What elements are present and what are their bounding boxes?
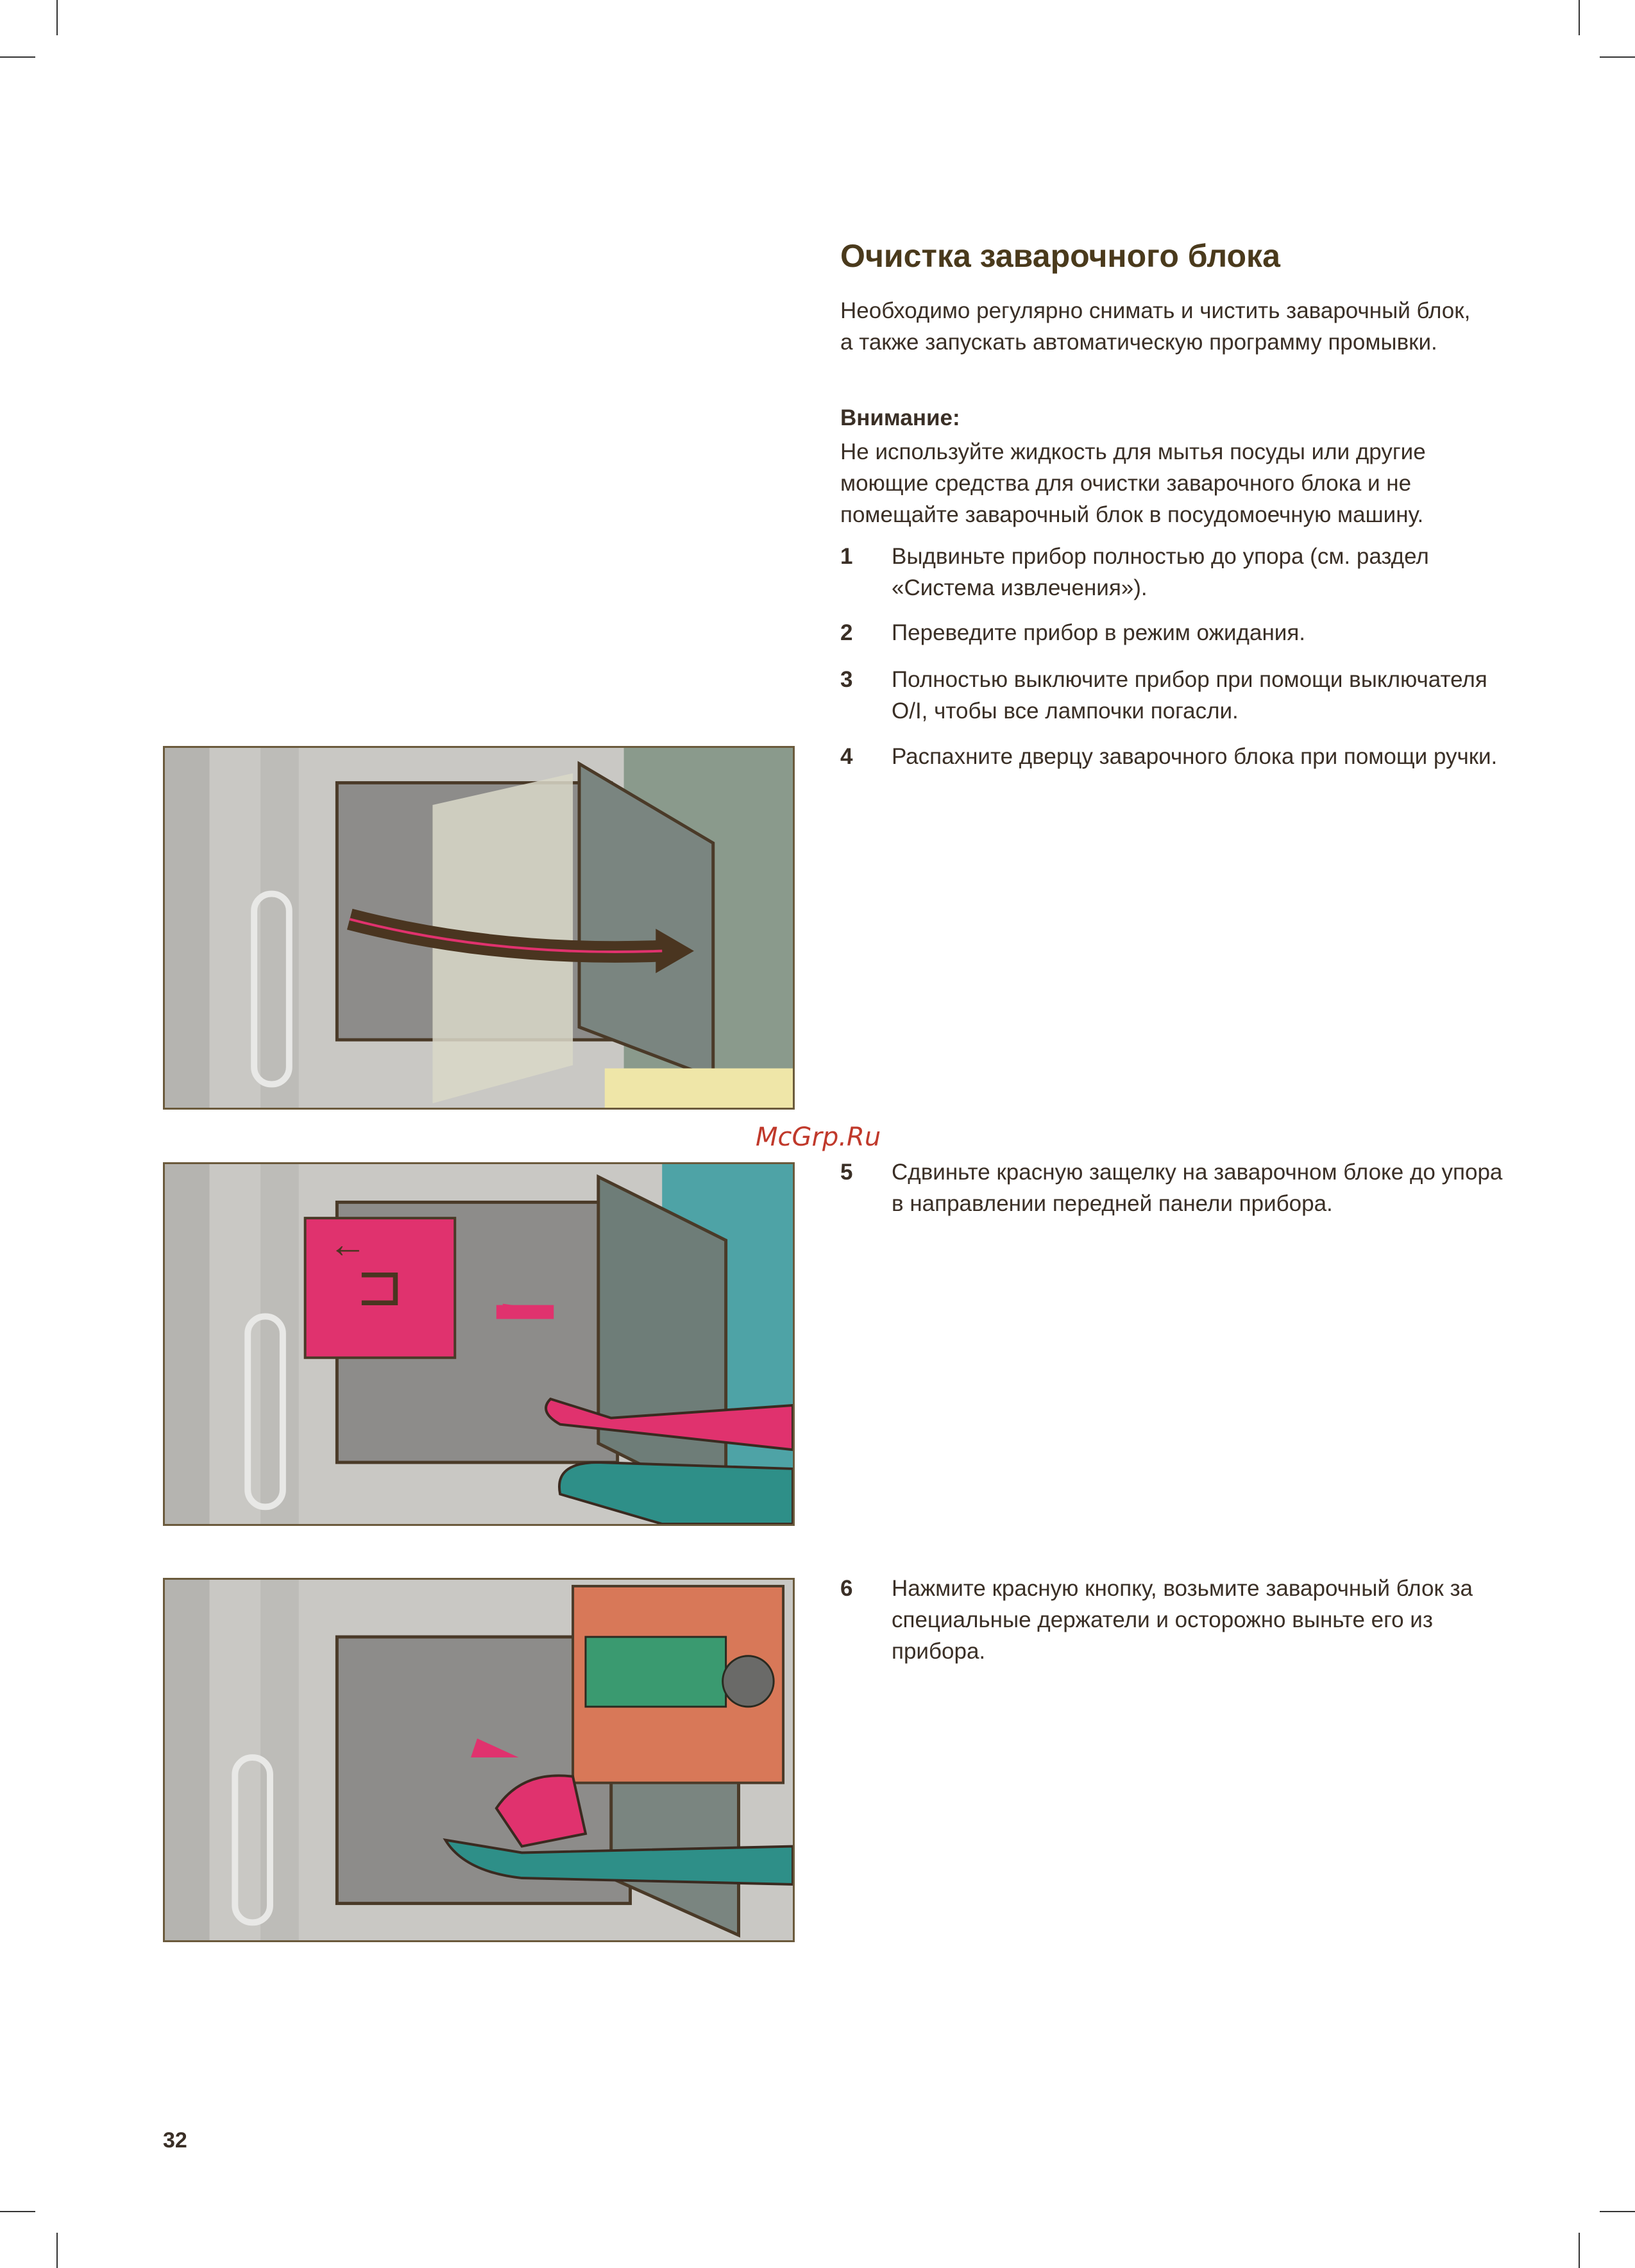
- crop-mark: [0, 2211, 35, 2212]
- step-text: Распахните дверцу заварочного блока при помощи ручки.: [892, 744, 1498, 769]
- step-text: Выдвиньте прибор полностью до упора (см. раздел «Система извлечения»).: [892, 544, 1429, 600]
- step-text: Полностью выключите прибор при помощи выключателя O/I, чтобы все лампочки погасли.: [892, 667, 1487, 724]
- lock-open-icon: ⊐: [355, 1254, 404, 1318]
- crop-mark: [56, 0, 58, 35]
- warning-text: Не используйте жидкость для мытья посуды или другие моющие средства для очистки заварочного блока и не помещайте заварочный блок в посудомоечную машину.: [840, 439, 1426, 527]
- step-text: Сдвиньте красную защелку на заварочном блоке до упора в направлении передней панели прибора.: [892, 1160, 1503, 1216]
- illustration-remove-unit: [163, 1578, 795, 1942]
- crop-mark: [1600, 2211, 1635, 2212]
- arrow-left-icon: ←: [328, 1223, 367, 1265]
- illustration-slide-latch: [163, 1162, 795, 1526]
- step-number: 6: [840, 1576, 853, 1601]
- crop-mark: [56, 2233, 58, 2268]
- step-text: Переведите прибор в режим ожидания.: [892, 620, 1306, 645]
- crop-mark: [1579, 2233, 1580, 2268]
- step-number: 3: [840, 667, 853, 692]
- step-number: 1: [840, 544, 853, 569]
- page-number: 32: [163, 2128, 187, 2153]
- step-number: 5: [840, 1160, 853, 1185]
- watermark: McGrp.Ru: [756, 1122, 881, 1152]
- step-number: 2: [840, 620, 853, 645]
- intro-text: Необходимо регулярно снимать и чистить заварочный блок, а также запускать автоматическую программу промывки.: [840, 298, 1471, 355]
- illustration-open-door: [163, 746, 795, 1110]
- crop-mark: [1600, 56, 1635, 58]
- crop-mark: [1579, 0, 1580, 35]
- step-text: Нажмите красную кнопку, возьмите заварочный блок за специальные держатели и осторожно выньте его из прибора.: [892, 1576, 1473, 1664]
- page-title: Очистка заварочного блока: [840, 238, 1280, 274]
- warning-label: Внимание:: [840, 405, 960, 430]
- step-number: 4: [840, 744, 853, 769]
- crop-mark: [0, 56, 35, 58]
